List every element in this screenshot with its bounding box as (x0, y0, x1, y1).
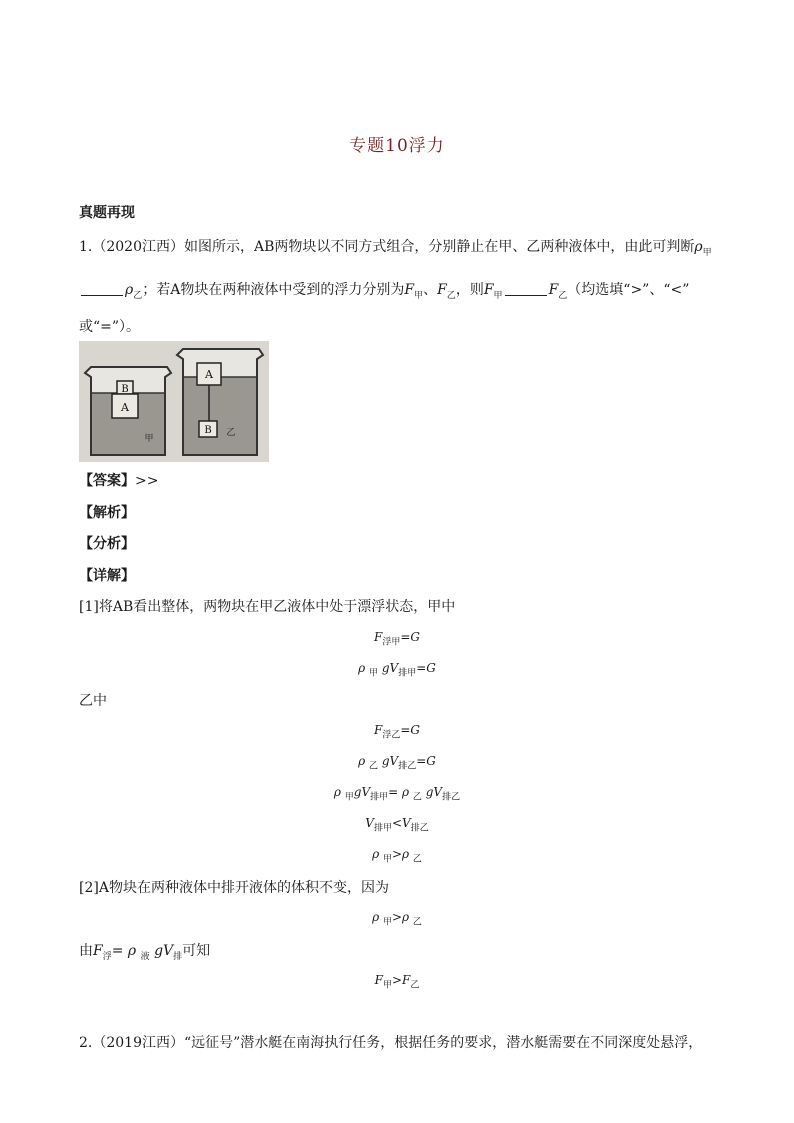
subscript: 浮乙 (382, 730, 401, 741)
equation-rhs: =G (400, 723, 420, 737)
equals-sign: = (388, 785, 403, 799)
subscript: 排 (173, 951, 183, 962)
question-1-text: 1.（2020江西）如图所示，AB两物块以不同方式组合，分别静止在甲、乙两种液体中，由此可判断 (79, 239, 695, 255)
paragraph-text: 由 (79, 943, 93, 959)
block-b-label: B (121, 384, 129, 395)
block-a-label: A (205, 368, 213, 381)
detail-paragraph-3: [2]A物块在两种液体中排开液体的体积不变，因为 (79, 880, 389, 896)
subscript: 排乙 (398, 761, 417, 772)
question-2-line-1: 2.（2019江西）“远征号”潜水艇在南海执行任务，根据任务的要求，潜水艇需要在不同深度处悬浮， (79, 1035, 703, 1051)
block-b-label: B (204, 425, 212, 436)
beakers-illustration (79, 341, 269, 462)
detail-paragraph-1: [1]将AB看出整体，两物块在甲乙液体中处于漂浮状态，甲中 (79, 599, 456, 615)
subscript: 排甲 (370, 792, 389, 803)
force-symbol: F (437, 282, 447, 298)
equation-1 (0, 630, 794, 647)
subscript: 浮甲 (382, 637, 401, 648)
subscript: 乙 (412, 792, 422, 803)
rho-symbol: ρ (125, 282, 134, 298)
subscript: 甲 (382, 854, 392, 865)
force-symbol: F (374, 973, 383, 987)
subscript: 排甲 (398, 668, 417, 679)
comparison-operator: > (391, 910, 403, 924)
volume-symbol: V (365, 816, 374, 830)
equation-2 (0, 661, 794, 678)
separator: 、 (423, 282, 438, 298)
subscript: 乙 (369, 761, 379, 772)
equation-term: gV (154, 943, 174, 959)
equation-4 (0, 754, 794, 771)
force-symbol: F (404, 282, 415, 298)
page-title: 专题10浮力 (349, 136, 445, 156)
force-symbol: F (374, 723, 383, 737)
equation-8 (0, 910, 794, 927)
paragraph-text: 可知 (182, 943, 211, 959)
answer-blank-1[interactable] (81, 283, 123, 296)
question-1-text: ，则 (455, 282, 484, 298)
equation-term: gV (353, 785, 371, 799)
comparison-operator: > (391, 847, 403, 861)
subscript: 甲 (702, 247, 712, 258)
detail-paragraph-2: 乙中 (79, 693, 107, 709)
subscript: 排甲 (373, 823, 392, 834)
equation-3 (0, 723, 794, 740)
rho-symbol: ρ (358, 661, 366, 675)
subscript: 乙 (412, 917, 422, 928)
subscript: 甲 (382, 917, 392, 928)
subscript: 排乙 (410, 823, 429, 834)
rho-symbol: ρ (372, 910, 380, 924)
subscript: 乙 (558, 290, 568, 301)
subscript: 浮 (102, 951, 112, 962)
comparison-operator: > (391, 973, 403, 987)
rho-symbol: ρ (402, 785, 410, 799)
beakers-figure (79, 341, 269, 462)
question-1-line-2 (79, 279, 689, 301)
beaker-jia-label: 甲 (144, 434, 154, 444)
subscript: 乙 (133, 290, 143, 301)
rho-symbol: ρ (127, 943, 137, 959)
equation-rhs: =G (400, 630, 420, 644)
force-symbol: F (548, 282, 559, 298)
rho-symbol: ρ (372, 847, 380, 861)
volume-symbol: V (402, 816, 411, 830)
block-a-label: A (121, 401, 129, 414)
beaker-yi-label: 乙 (226, 428, 236, 438)
rho-symbol: ρ (694, 239, 703, 255)
equation-5 (0, 785, 794, 802)
question-1-text: ；若A物块在两种液体中受到的浮力分别为 (142, 282, 405, 298)
equation-6 (0, 816, 794, 833)
subscript: 甲 (414, 290, 424, 301)
answer-blank-2[interactable] (505, 283, 547, 296)
rho-symbol: ρ (402, 910, 410, 924)
force-symbol: F (402, 973, 411, 987)
section-heading: 真题再现 (79, 205, 135, 221)
answer-label: 【答案】 (79, 473, 135, 489)
question-1-text: （均选填“>”、“<” (567, 282, 690, 298)
subscript: 甲 (369, 668, 379, 679)
question-1-line-1 (79, 236, 712, 258)
analysis-label: 【解析】 (79, 505, 135, 521)
equation-9 (0, 973, 794, 990)
detail-label: 【详解】 (79, 568, 135, 584)
subscript: 液 (140, 951, 150, 962)
equation-rhs: =G (416, 754, 436, 768)
equation-rhs: =G (416, 661, 436, 675)
subscript: 乙 (410, 980, 420, 991)
subscript: 排乙 (442, 792, 461, 803)
answer-value: >> (135, 473, 159, 489)
comparison-operator: < (391, 816, 403, 830)
fenxi-label: 【分析】 (79, 536, 135, 552)
rho-symbol: ρ (358, 754, 366, 768)
answer-line (79, 470, 158, 490)
rho-symbol: ρ (333, 785, 341, 799)
question-1-line-3: 或“=”）。 (79, 319, 141, 335)
equals-sign: = (111, 943, 128, 959)
subscript: 乙 (446, 290, 456, 301)
equation-term: gV (381, 661, 399, 675)
detail-paragraph-4 (79, 940, 210, 962)
equation-term: gV (381, 754, 399, 768)
force-symbol: F (374, 630, 383, 644)
force-symbol: F (483, 282, 494, 298)
force-symbol: F (93, 943, 103, 959)
subscript: 甲 (493, 290, 503, 301)
rho-symbol: ρ (402, 847, 410, 861)
subscript: 甲 (344, 792, 354, 803)
subscript: 甲 (382, 980, 392, 991)
equation-term: gV (425, 785, 443, 799)
subscript: 乙 (412, 854, 422, 865)
equation-7 (0, 847, 794, 864)
